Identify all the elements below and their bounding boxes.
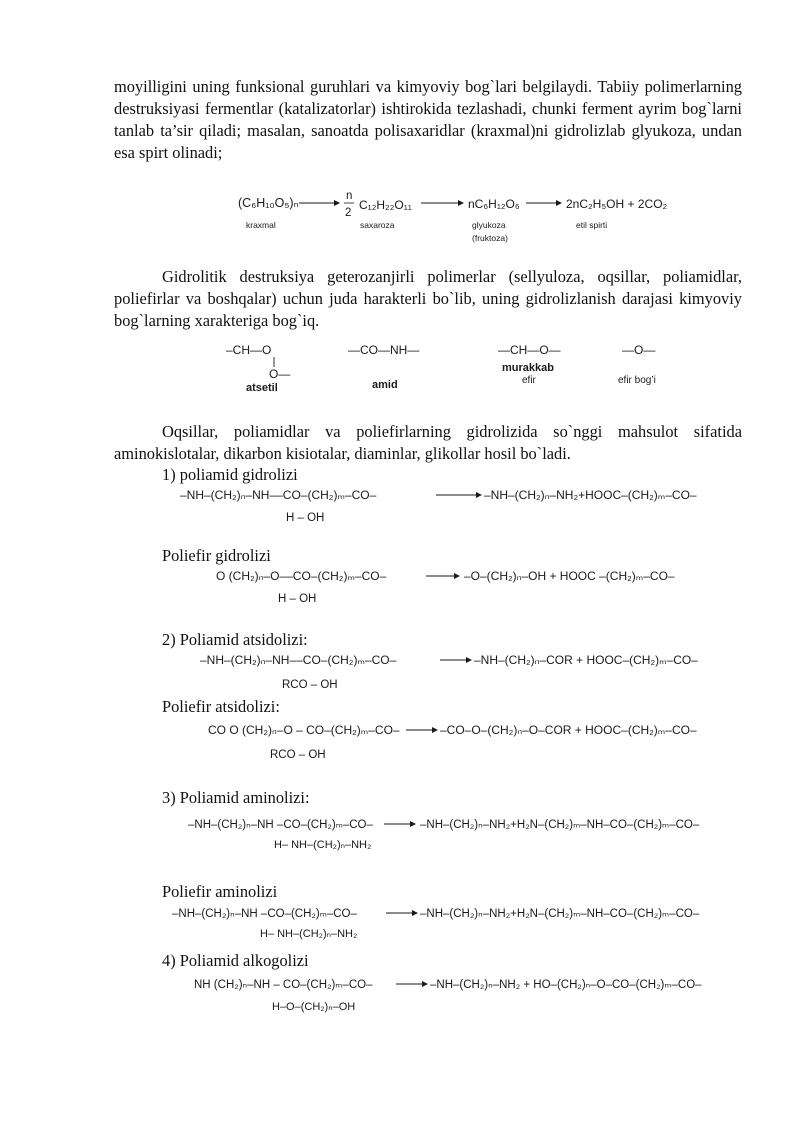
label-polyester-acidolysis: Poliefir atsidolizi: — [162, 697, 280, 716]
scheme-sucrose-formula: C₁₂H₂₂O₁₁ — [359, 198, 412, 212]
reaction-3-right: –NH–(CH₂)ₙ–COR + HOOC–(CH₂)ₘ–CO– — [474, 653, 698, 667]
bond-acetyl-oxygen: O— — [269, 367, 291, 381]
reaction-polyester-aminolysis — [172, 901, 732, 945]
label-polyamide-hydrolysis: 1) poliamid gidrolizi — [162, 465, 298, 484]
scheme-n: n — [346, 190, 353, 202]
caption-fruktoza: (fruktoza) — [472, 233, 508, 243]
bond-ester-name-2: efir — [522, 375, 536, 386]
scheme-arrowhead-2 — [458, 200, 464, 206]
paragraph-hydrolytic: Gidrolitik destruksiya geterozanjirli polimerlar (sellyuloza, oqsillar, poliamidlar, poliefirlar va boshqalar) uchun juda harakterli bo`lib, uning gidrolizlanish darajasi kimyoviy bog`larning xarakteriga bog`iq. — [114, 267, 742, 330]
scheme-ethanol-formula: 2nC₂H₅OH + 2CO₂ — [566, 197, 668, 211]
label-polyamide-alcoholysis: 4) Poliamid alkogolizi — [162, 951, 309, 970]
bond-types-scheme — [222, 336, 692, 396]
reaction-polyester-hydrolysis — [216, 564, 716, 608]
scheme-arrowhead-1 — [334, 200, 340, 206]
reaction-3-left: –NH–(CH₂)ₙ–NH––CO–(CH₂)ₘ–CO– — [200, 653, 397, 667]
scheme-two: 2 — [345, 207, 352, 219]
caption-kraxmal: kraxmal — [246, 220, 276, 230]
reaction-4-reagent: RCO – OH — [270, 749, 326, 761]
reaction-7-reagent: H–O–(CH₂)ₙ–OH — [272, 1001, 356, 1013]
starch-fermentation-scheme — [236, 188, 676, 248]
bond-ether-formula: —O— — [622, 343, 656, 357]
reaction-6-reagent: H– NH–(CH₂)ₙ–NH₂ — [260, 928, 358, 940]
bond-ester-formula: —CH—O— — [498, 343, 561, 357]
scheme-starch-formula: (C₆H₁₀O₅)ₙ — [238, 196, 299, 210]
reaction-2-arrowhead — [454, 573, 460, 579]
caption-etil-spirti: etil spirti — [576, 220, 608, 230]
bond-acetyl-name: atsetil — [246, 382, 278, 394]
reaction-2-right: –O–(CH₂)ₙ–OH + HOOC –(CH₂)ₘ–CO– — [464, 569, 675, 583]
reaction-3-arrowhead — [466, 657, 472, 663]
reaction-5-left: –NH–(CH₂)ₙ–NH –CO–(CH₂)ₘ–CO– — [188, 819, 373, 831]
reaction-5-right: –NH–(CH₂)ₙ–NH₂+H₂N–(CH₂)ₘ–NH–CO–(CH₂)ₘ–CO– — [420, 819, 700, 831]
label-polyamide-aminolysis: 3) Poliamid aminolizi: — [162, 788, 310, 807]
reaction-4-arrowhead — [432, 727, 438, 733]
reaction-polyamide-aminolysis — [188, 812, 728, 856]
reaction-7-right: –NH–(CH₂)ₙ–NH₂ + HO–(CH₂)ₙ–O–CO–(CH₂)ₘ–CO– — [430, 979, 702, 991]
reaction-2-left: O (CH₂)ₙ–O––CO–(CH₂)ₘ–CO– — [216, 569, 387, 583]
paragraph-products: Oqsillar, poliamidlar va poliefirlarning gidrolizida so`nggi mahsulot sifatida aminokislotalar, dikarbon kisiotalar, diaminlar, glikollar hosil bo`ladi. — [114, 422, 742, 463]
reaction-2-reagent: H – OH — [278, 593, 317, 605]
label-polyester-aminolysis: Poliefir aminolizi — [162, 882, 278, 901]
reaction-polyamide-acidolysis — [200, 648, 700, 692]
reaction-6-right: –NH–(CH₂)ₙ–NH₂+H₂N–(CH₂)ₘ–NH–CO–(CH₂)ₘ–CO– — [420, 908, 700, 920]
reaction-polyamide-hydrolysis — [180, 483, 740, 527]
bond-ester-name: murakkab — [502, 362, 554, 374]
bond-amide-name: amid — [372, 379, 398, 391]
reaction-polyamide-alcoholysis — [194, 972, 734, 1018]
reaction-7-left: NH (CH₂)ₙ–NH – CO–(CH₂)ₘ–CO– — [194, 979, 373, 991]
bond-ether-name: efir bog’i — [618, 375, 656, 386]
scheme-arrowhead-3 — [556, 200, 562, 206]
label-polyamide-acidolysis: 2) Poliamid atsidolizi: — [162, 630, 308, 649]
reaction-6-arrowhead — [412, 910, 418, 916]
reaction-1-left: –NH–(CH₂)ₙ–NH––CO–(CH₂)ₘ–CO– — [180, 488, 377, 502]
reaction-polyester-acidolysis — [208, 718, 708, 762]
reaction-4-left: CO O (CH₂)ₙ–O – CO–(CH₂)ₘ–CO– — [208, 723, 400, 737]
reaction-1-right: –NH–(CH₂)ₙ–NH₂+HOOC–(CH₂)ₘ–CO– — [484, 488, 697, 502]
bond-amide-formula: —CO—NH— — [348, 343, 420, 357]
reaction-1-reagent: H – OH — [286, 512, 325, 524]
caption-saxaroza: saxaroza — [360, 220, 395, 230]
paragraph-intro: moyilligini uning funksional guruhlari va kimyoviy bog`lari belgilaydi. Tabiiy polimerlarning destruksiyasi fermentlar (katalizatorlar) ishtirokida tezlashadi, chunki ferment ayrim bog`larni tanlab ta’sir qiladi; masalan, sanoatda polisaxaridlar (kraxmal)ni gidrolizlab glyukoza, undan esa spirt olinadi; — [114, 77, 742, 162]
reaction-5-reagent: H– NH–(CH₂)ₙ–NH₂ — [274, 839, 372, 851]
bond-acetyl-formula: –CH—O — [226, 343, 272, 357]
reaction-7-arrowhead — [422, 981, 428, 987]
reaction-6-left: –NH–(CH₂)ₙ–NH –CO–(CH₂)ₘ–CO– — [172, 908, 357, 920]
reaction-1-arrowhead — [476, 492, 482, 498]
scheme-glucose-formula: nC₆H₁₂O₆ — [468, 197, 520, 211]
caption-glyukoza: glyukoza — [472, 220, 506, 230]
label-polyester-hydrolysis: Poliefir gidrolizi — [162, 546, 271, 565]
reaction-4-right: –CO–O–(CH₂)ₙ–O–COR + HOOC–(CH₂)ₘ–CO– — [440, 723, 697, 737]
reaction-3-reagent: RCO – OH — [282, 679, 338, 691]
reaction-5-arrowhead — [410, 821, 416, 827]
